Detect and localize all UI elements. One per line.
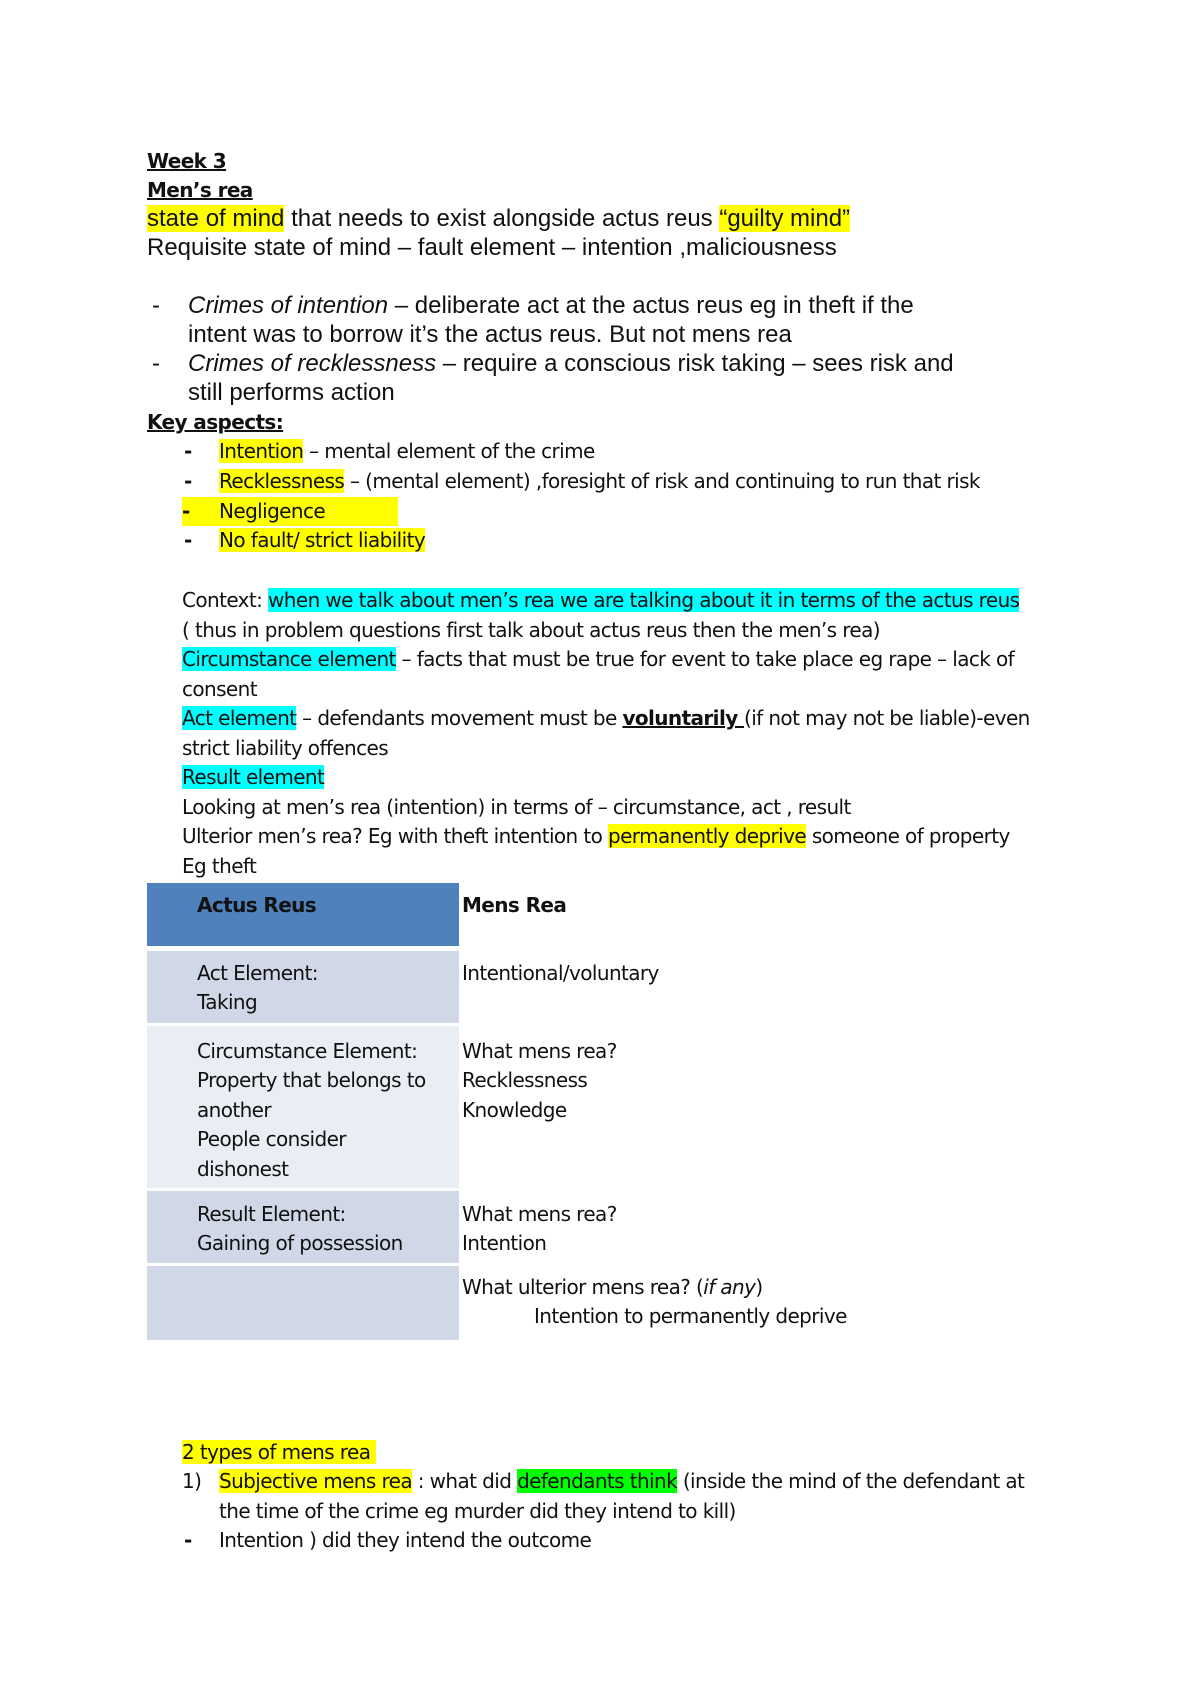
types-heading-hl: 2 types of mens rea	[182, 1440, 371, 1464]
table-cell-text: Property that belongs to	[197, 1068, 426, 1092]
circumstance-line-1	[182, 645, 1014, 674]
table-cell-text: Circumstance Element:	[197, 1039, 418, 1063]
types-sub-bullet: -	[184, 1528, 192, 1552]
key-aspect-negligence-hl: Negligence	[219, 499, 326, 523]
types-item-text: : what did	[412, 1469, 518, 1493]
types-heading	[182, 1438, 376, 1467]
table-header-row	[147, 883, 1070, 946]
context-label: Context:	[182, 588, 269, 612]
definition-line-1	[147, 204, 850, 233]
table-row	[147, 1266, 1070, 1340]
eg-theft-line: Eg theft	[182, 854, 257, 878]
crimes-reckless-text: – require a conscious risk taking – sees risk and	[436, 350, 954, 377]
looking-line: Looking at men’s rea (intention) in terms of – circumstance, act , result	[182, 795, 851, 819]
table-cell-text: What mens rea?	[462, 1039, 617, 1063]
table-cell-text: Intention to permanently deprive	[534, 1304, 847, 1328]
result-element-line	[182, 763, 324, 792]
definition-highlight-guilty-mind: “guilty mind”	[719, 205, 851, 232]
table-cell-text: Recklessness	[462, 1068, 588, 1092]
key-aspect-bullet: -	[184, 469, 192, 493]
subjective-mens-rea-hl: Subjective mens rea	[219, 1469, 413, 1493]
table-header-actus-reus: Actus Reus	[197, 893, 317, 917]
crimes-reckless-line-1	[188, 349, 954, 378]
table-header-mens-rea: Mens Rea	[462, 893, 567, 917]
key-aspect-bullet: -	[184, 439, 192, 463]
ulterior-highlight: permanently deprive	[608, 824, 807, 848]
defendants-think-hl: defendants think	[517, 1469, 678, 1493]
act-element-highlight: Act element	[182, 706, 297, 730]
key-aspect-intention-rest: – mental element of the crime	[303, 439, 595, 463]
week-heading: Week 3	[147, 149, 227, 173]
table-cell-text	[462, 1273, 763, 1302]
ulterior-text: Ulterior men’s rea? Eg with theft intention to	[182, 824, 608, 848]
crimes-intention-text: – deliberate act at the actus reus eg in theft if the	[388, 292, 914, 319]
key-aspect-recklessness-rest: – (mental element) ,foresight of risk and continuing to run that risk	[344, 469, 980, 493]
table-cell-text: Gaining of possession	[197, 1231, 403, 1255]
types-item-1	[219, 1467, 1024, 1496]
context-highlight: when we talk about men’s rea we are talking about it in terms of the actus reus	[268, 588, 1020, 612]
act-element-line-2: strict liability offences	[182, 736, 389, 760]
key-aspect-intention	[219, 437, 595, 466]
crimes-intention-line-1	[188, 291, 914, 320]
table-cell-text: Result Element:	[197, 1202, 346, 1226]
table-cell-text: People consider	[197, 1127, 346, 1151]
circumstance-highlight: Circumstance element	[182, 647, 396, 671]
act-element-text: – defendants movement must be	[296, 706, 623, 730]
crimes-intention-line-2: intent was to borrow it’s the actus reus. But not mens rea	[188, 321, 792, 348]
ulterior-line	[182, 822, 1010, 851]
types-item-number: 1)	[182, 1469, 202, 1493]
key-aspects-heading: Key aspects:	[147, 410, 284, 434]
definition-line-2: Requisite state of mind – fault element – intention ,maliciousness	[147, 234, 837, 261]
act-element-text-2: (if not may not be liable)-even	[744, 706, 1030, 730]
crimes-reckless-label: Crimes of recklessness	[188, 350, 437, 377]
table-cell-text: Intentional/voluntary	[462, 961, 659, 985]
crimes-bullet-2: -	[152, 350, 160, 377]
key-aspect-intention-hl: Intention	[219, 439, 304, 463]
definition-text: that needs to exist alongside actus reus	[284, 205, 720, 232]
key-aspect-strict-liability	[219, 526, 425, 555]
key-aspect-bullet: -	[182, 499, 190, 523]
crimes-reckless-line-2: still performs action	[188, 379, 395, 406]
table-cell-text: another	[197, 1098, 272, 1122]
crimes-bullet-1: -	[152, 292, 160, 319]
table-cell-text: What mens rea?	[462, 1202, 617, 1226]
table-cell-text: Act Element:	[197, 961, 318, 985]
act-element-voluntarily: voluntarily	[622, 706, 744, 730]
circumstance-text: – facts that must be true for event to take place eg rape – lack of	[395, 647, 1015, 671]
key-aspect-recklessness	[219, 467, 980, 496]
circumstance-line-2: consent	[182, 677, 257, 701]
table-row	[147, 1026, 1070, 1188]
table-cell-text: Taking	[197, 990, 258, 1014]
crimes-intention-label: Crimes of intention	[188, 292, 389, 319]
types-sub-text: Intention ) did they intend the outcome	[219, 1528, 592, 1552]
context-line-2: ( thus in problem questions first talk about actus reus then the men’s rea)	[182, 618, 880, 642]
ulterior-text-2: someone of property	[806, 824, 1010, 848]
types-item-1-line-2: the time of the crime eg murder did they intend to kill)	[219, 1499, 736, 1523]
table-cell-text: Knowledge	[462, 1098, 567, 1122]
table-cell-bg	[147, 1266, 459, 1340]
key-aspect-recklessness-hl: Recklessness	[219, 469, 345, 493]
act-element-line-1	[182, 704, 1030, 733]
types-item-text-2: (inside the mind of the defendant at	[677, 1469, 1025, 1493]
key-aspect-strict-liability-hl: No fault/ strict liability	[219, 528, 426, 552]
key-aspect-bullet: -	[184, 528, 192, 552]
ulterior-question: What ulterior mens rea? (	[462, 1275, 704, 1299]
key-aspect-negligence	[182, 497, 398, 526]
topic-heading: Men’s rea	[147, 178, 253, 202]
result-element-highlight: Result element	[182, 765, 325, 789]
context-line-1	[182, 586, 1019, 615]
table-cell-text: dishonest	[197, 1157, 289, 1181]
ulterior-close-paren: )	[755, 1275, 763, 1299]
table-cell-text: Intention	[462, 1231, 547, 1255]
definition-highlight-state-of-mind: state of mind	[147, 205, 285, 232]
table-row	[147, 1191, 1070, 1263]
table-row	[147, 951, 1070, 1023]
ulterior-if-any: if any	[703, 1275, 756, 1299]
